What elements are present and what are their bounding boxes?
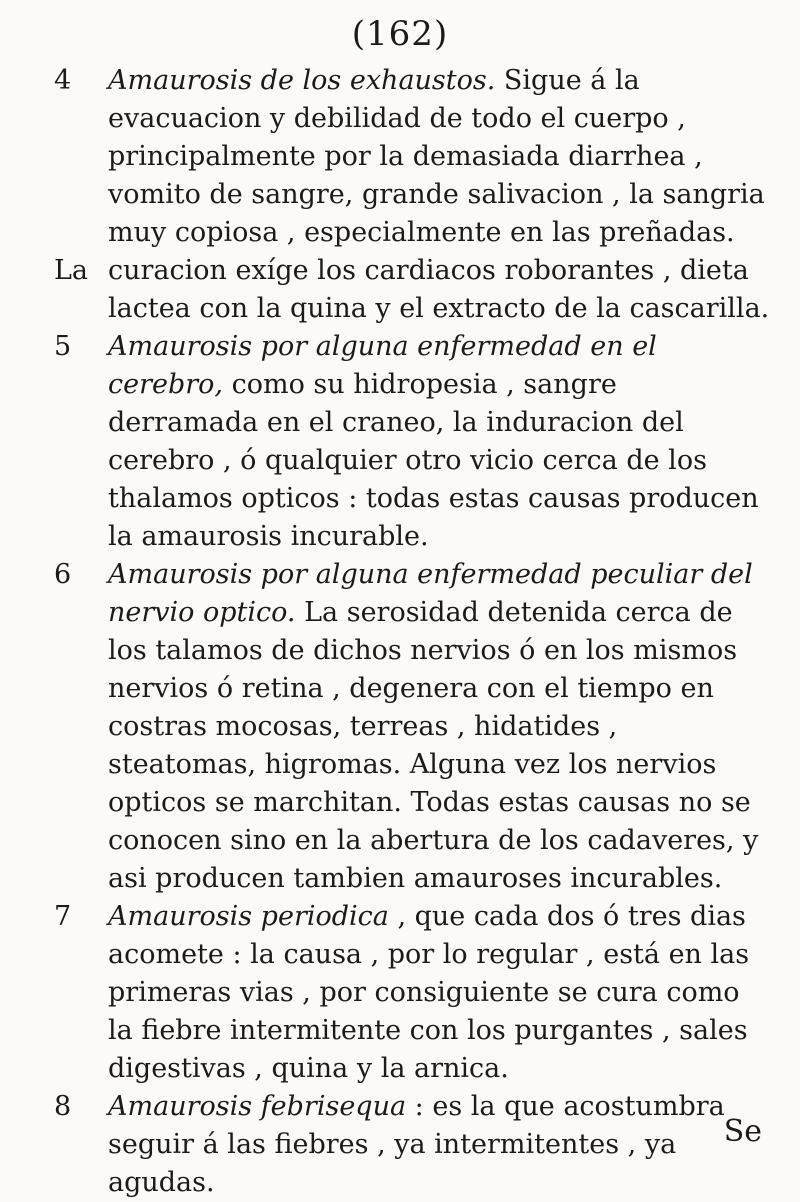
entry-text: La serosidad detenida cerca de los talamos de dichos nervios ó en los mismos nervios ó retina , degenera con el tiempo en costras mocosas, terreas , hidatides , steatomas, higromas. Alguna vez los nervios opticos se marchitan. Todas estas causas no se conocen sino en la abertura de los cadaveres, y asi producen tambien amauroses incurables.: [108, 597, 759, 894]
entry-8: [54, 1088, 772, 1202]
entry-title: Amaurosis periodica: [108, 901, 389, 932]
entries: [54, 62, 772, 1202]
entry-7: [54, 898, 772, 1088]
entry-text: Sigue á la evacuacion y debilidad de todo el cuerpo , principalmente por la demasiada diarrhea , vomito de sangre, grande salivacion , la sangria muy copiosa , especialmente en las preñadas.: [108, 65, 765, 248]
page-number: (162): [351, 14, 449, 54]
entry-title: Amaurosis por alguna enfermedad peculiar del nervio optico.: [108, 559, 753, 628]
cure-text: curacion exíge los cardiacos roborantes , dieta lactea con la quina y el extracto de la cascarilla.: [108, 255, 770, 324]
entry-text: : es la que acostumbra seguir á las fiebres , ya intermitentes , ya agudas.: [108, 1091, 725, 1198]
entry-text: como su hidropesia , sangre derramada en el craneo, la induracion del cerebro , ó qualquier otro vicio cerca de los thalamos opticos : todas estas causas producen la amaurosis incurable.: [108, 369, 759, 552]
entry-number: 5: [54, 331, 72, 362]
cure-paragraph: [54, 252, 772, 328]
entry-number: 7: [54, 901, 72, 932]
entry-4: [54, 62, 772, 252]
entry-number: 4: [54, 65, 72, 96]
entry-title: Amaurosis por alguna enfermedad en el cerebro,: [108, 331, 657, 400]
entry-number: 8: [54, 1091, 72, 1122]
catchword: Se: [723, 1114, 762, 1149]
entry-title: Amaurosis de los exhaustos.: [108, 65, 496, 96]
cure-lead: La: [54, 255, 89, 286]
entry-number: 6: [54, 559, 72, 590]
entry-text: , que cada dos ó tres dias acomete : la causa , por lo regular , está en las primeras vias , por consiguiente se cura como la fiebre intermitente con los purgantes , sales digestivas , quina y la arnica.: [108, 901, 750, 1084]
entry-title: Amaurosis febrisequa: [108, 1091, 407, 1122]
entry-6: [54, 556, 772, 898]
entry-5: [54, 328, 772, 556]
